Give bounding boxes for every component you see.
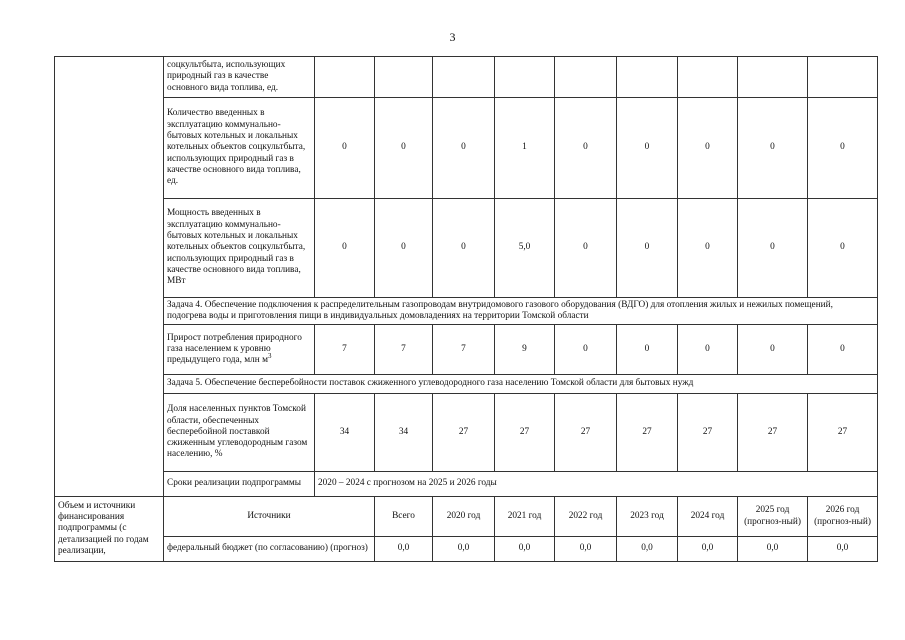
- financing-header: Источники: [164, 497, 375, 537]
- indicator-name-text: Прирост потребления природного газа населением к уровню предыдущего года, млн м: [167, 332, 302, 366]
- indicator-value: 0: [678, 98, 738, 199]
- financing-header: 2020 год: [433, 497, 495, 537]
- indicator-value: [808, 57, 878, 98]
- indicator-value: 7: [315, 325, 375, 375]
- indicator-value: 0: [315, 98, 375, 199]
- indicator-value: 7: [375, 325, 433, 375]
- indicator-value: 0: [738, 199, 808, 298]
- indicator-name: соцкультбыта, использующих природный газ в качестве основного вида топлива, ед.: [164, 57, 315, 98]
- financing-header: 2023 год: [617, 497, 678, 537]
- table-row: [55, 325, 878, 375]
- indicator-value: [375, 57, 433, 98]
- indicator-value: 0: [555, 199, 617, 298]
- indicator-value: 0: [808, 199, 878, 298]
- indicator-value: 0: [808, 98, 878, 199]
- indicator-value: 0: [433, 199, 495, 298]
- indicator-value: 0: [555, 98, 617, 199]
- financing-source: федеральный бюджет (по согласованию) (прогноз): [164, 537, 375, 562]
- indicator-value: 0: [738, 98, 808, 199]
- indicator-value: [315, 57, 375, 98]
- unit-superscript: 3: [268, 352, 272, 361]
- indicator-name: Мощность введенных в эксплуатацию коммунально-бытовых котельных и локальных котельных объектов соцкультбыта, использующих природный газ в качестве основного вида топлива, МВт: [164, 199, 315, 298]
- indicator-value: 1: [495, 98, 555, 199]
- table-row: [55, 537, 878, 562]
- financing-value: 0,0: [617, 537, 678, 562]
- indicator-value: 0: [678, 199, 738, 298]
- indicator-value: 27: [433, 394, 495, 472]
- indicator-value: 27: [495, 394, 555, 472]
- subprogram-passport-table: [54, 56, 878, 562]
- indicator-value: 9: [495, 325, 555, 375]
- financing-value: 0,0: [738, 537, 808, 562]
- financing-header: Всего: [375, 497, 433, 537]
- indicator-name: [164, 325, 315, 375]
- table-row: [55, 199, 878, 298]
- indicator-value: 0: [738, 325, 808, 375]
- indicator-value: 27: [678, 394, 738, 472]
- task-4-heading: Задача 4. Обеспечение подключения к распределительным газопроводам внутридомового газового оборудования (ВДГО) для отопления жилых и нежилых помещений, подогрева воды и приготовления пищи в индивидуальных домовладениях на территории Томской области: [164, 298, 878, 325]
- financing-value: 0,0: [433, 537, 495, 562]
- indicator-value: 0: [375, 98, 433, 199]
- terms-label: Сроки реализации подпрограммы: [164, 472, 315, 497]
- table-row: [55, 298, 878, 325]
- left-blank-cell: [55, 57, 164, 497]
- financing-header: 2024 год: [678, 497, 738, 537]
- indicator-value: 34: [315, 394, 375, 472]
- financing-header: 2021 год: [495, 497, 555, 537]
- indicator-value: [433, 57, 495, 98]
- indicator-value: 5,0: [495, 199, 555, 298]
- indicator-value: 0: [617, 98, 678, 199]
- financing-label: Объем и источники финансирования подпрограммы (с детализацией по годам реализации,: [55, 497, 164, 562]
- financing-value: 0,0: [495, 537, 555, 562]
- indicator-value: 0: [433, 98, 495, 199]
- financing-header: 2025 год (прогноз-ный): [738, 497, 808, 537]
- table-row: [55, 375, 878, 394]
- terms-value: 2020 – 2024 с прогнозом на 2025 и 2026 годы: [315, 472, 878, 497]
- financing-value: 0,0: [678, 537, 738, 562]
- financing-header: 2026 год (прогноз-ный): [808, 497, 878, 537]
- financing-value: 0,0: [555, 537, 617, 562]
- financing-value: 0,0: [375, 537, 433, 562]
- indicator-value: [738, 57, 808, 98]
- indicator-value: [495, 57, 555, 98]
- table-row: [55, 497, 878, 537]
- indicator-value: 34: [375, 394, 433, 472]
- page-number: 3: [449, 30, 456, 44]
- table-row: [55, 472, 878, 497]
- indicator-value: 0: [375, 199, 433, 298]
- indicator-value: 0: [617, 325, 678, 375]
- indicator-value: 0: [678, 325, 738, 375]
- indicator-value: 0: [617, 199, 678, 298]
- indicator-value: 27: [808, 394, 878, 472]
- indicator-value: 0: [808, 325, 878, 375]
- indicator-value: [617, 57, 678, 98]
- financing-value: 0,0: [808, 537, 878, 562]
- indicator-value: [555, 57, 617, 98]
- indicator-value: 7: [433, 325, 495, 375]
- indicator-value: [678, 57, 738, 98]
- indicator-value: 0: [315, 199, 375, 298]
- indicator-value: 0: [555, 325, 617, 375]
- table-row: [55, 57, 878, 98]
- indicator-name: Количество введенных в эксплуатацию коммунально-бытовых котельных и локальных котельных объектов соцкультбыта, использующих природный газ в качестве основного вида топлива, ед.: [164, 98, 315, 199]
- table-row: [55, 394, 878, 472]
- indicator-name: Доля населенных пунктов Томской области, обеспеченных бесперебойной поставкой сжиженным углеводородным газом населению, %: [164, 394, 315, 472]
- indicator-value: 27: [617, 394, 678, 472]
- financing-header: 2022 год: [555, 497, 617, 537]
- indicator-value: 27: [738, 394, 808, 472]
- task-5-heading: Задача 5. Обеспечение бесперебойности поставок сжиженного углеводородного газа населению Томской области для бытовых нужд: [164, 375, 878, 394]
- table-row: [55, 98, 878, 199]
- indicator-value: 27: [555, 394, 617, 472]
